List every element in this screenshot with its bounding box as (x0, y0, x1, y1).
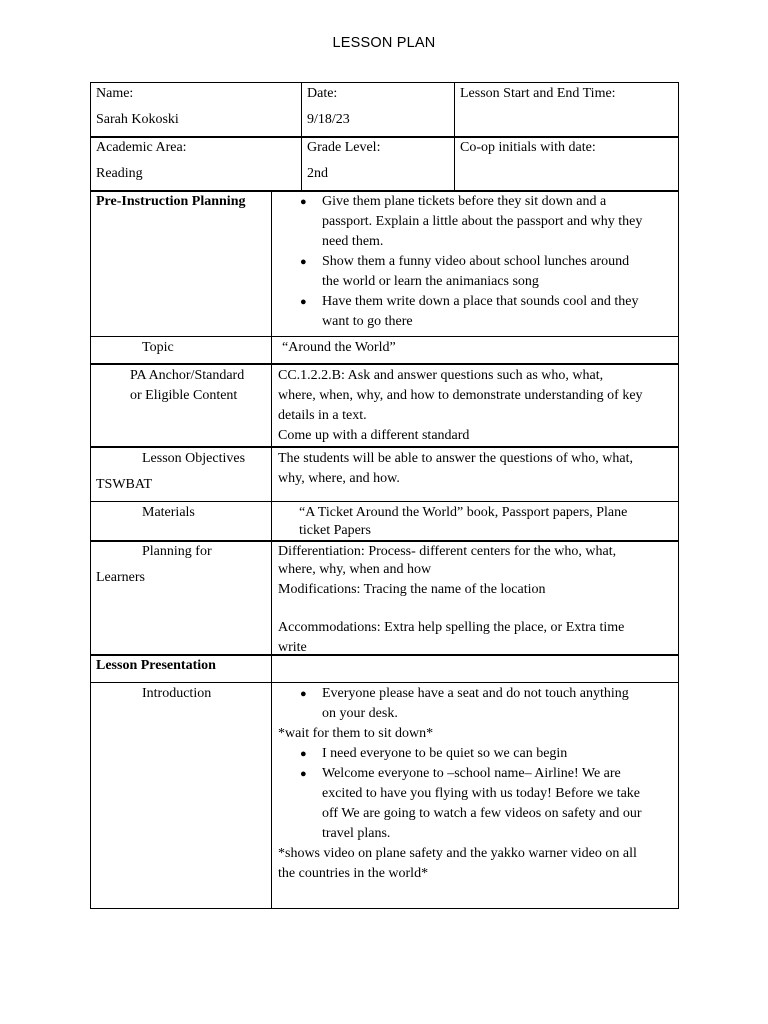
list-item-text: off We are going to watch a few videos on safety and our (322, 806, 642, 821)
text-line: CC.1.2.2.B: Ask and answer questions such as who, what, (278, 368, 604, 383)
name-value: Sarah Kokoski (96, 112, 179, 127)
planning-label-learners: Learners (96, 570, 145, 585)
grade-level-value: 2nd (307, 166, 328, 181)
bullet-icon: ● (300, 196, 307, 208)
list-item-text: passport. Explain a little about the passport and why they (322, 214, 643, 229)
list-item (272, 684, 678, 724)
list-item (272, 252, 642, 292)
pa-anchor-content (278, 366, 643, 446)
pre-instruction-label: Pre-Instruction Planning (96, 194, 246, 209)
introduction-label: Introduction (142, 686, 212, 701)
text-line: “A Ticket Around the World” book, Passport papers, Plane (299, 505, 628, 520)
text-line: *shows video on plane safety and the yakko warner video on all (278, 846, 637, 861)
text-line: where, why, when and how (278, 562, 432, 577)
introduction-list (272, 684, 678, 724)
list-item-text: Show them a funny video about school lunches around (322, 254, 630, 269)
academic-area-label: Academic Area: (96, 140, 187, 155)
introduction-content (272, 684, 678, 884)
materials-content (299, 503, 627, 539)
text-line: ticket Papers (299, 523, 371, 538)
topic-value: “Around the World” (282, 340, 396, 355)
date-value: 9/18/23 (307, 112, 350, 127)
planning-label: Planning for (142, 544, 212, 559)
list-item-text: the world or learn the animaniacs song (322, 274, 539, 289)
academic-area-value: Reading (96, 166, 143, 181)
bullet-icon: ● (300, 688, 307, 700)
introduction-list (272, 744, 678, 844)
text-line: The students will be able to answer the questions of who, what, (278, 451, 633, 466)
text-line: *wait for them to sit down* (278, 726, 434, 741)
list-item-text: excited to have you flying with us today! Before we take (322, 786, 641, 801)
list-item-text: travel plans. (322, 826, 391, 841)
bullet-icon: ● (300, 768, 307, 780)
list-item-text: Welcome everyone to –school name– Airline! We are (322, 766, 621, 781)
list-item (272, 764, 678, 844)
text-line: Modifications: Tracing the name of the location (278, 582, 546, 597)
pa-anchor-label: or Eligible Content (130, 388, 238, 403)
list-item-text: Have them write down a place that sounds cool and they (322, 294, 639, 309)
list-item (272, 744, 678, 764)
bullet-icon: ● (300, 256, 307, 268)
text-line: Accommodations: Extra help spelling the place, or Extra time (278, 620, 625, 635)
text-line: Come up with a different standard (278, 428, 470, 443)
pre-instruction-list (272, 192, 642, 332)
text-line: the countries in the world* (278, 866, 429, 881)
lesson-time-label: Lesson Start and End Time: (460, 86, 616, 101)
list-item-text: I need everyone to be quiet so we can begin (322, 746, 568, 761)
topic-label: Topic (142, 340, 174, 355)
text-line: details in a text. (278, 408, 367, 423)
list-item-text: need them. (322, 234, 384, 249)
date-label: Date: (307, 86, 338, 101)
list-item-text: want to go there (322, 314, 413, 329)
grade-level-label: Grade Level: (307, 140, 381, 155)
lesson-presentation-label: Lesson Presentation (96, 658, 216, 673)
list-item (272, 292, 642, 332)
objectives-tswbat: TSWBAT (96, 477, 152, 492)
coop-initials-label: Co-op initials with date: (460, 140, 596, 155)
text-line: where, when, why, and how to demonstrate understanding of key (278, 388, 643, 403)
objectives-content (278, 449, 633, 489)
list-item-text: Give them plane tickets before they sit down and a (322, 194, 607, 209)
objectives-label: Lesson Objectives (142, 451, 246, 466)
bullet-icon: ● (300, 748, 307, 760)
text-line: why, where, and how. (278, 471, 400, 486)
list-item-text: Everyone please have a seat and do not touch anything (322, 686, 629, 701)
list-item-text: on your desk. (322, 706, 398, 721)
pa-anchor-label: PA Anchor/Standard (130, 368, 245, 383)
text-line: Differentiation: Process- different centers for the who, what, (278, 544, 617, 559)
list-item (272, 192, 642, 252)
name-label: Name: (96, 86, 134, 101)
page-title: LESSON PLAN (332, 35, 436, 51)
planning-content (278, 542, 624, 658)
materials-label: Materials (142, 505, 195, 520)
text-line: write (278, 640, 307, 655)
bullet-icon: ● (300, 296, 307, 308)
